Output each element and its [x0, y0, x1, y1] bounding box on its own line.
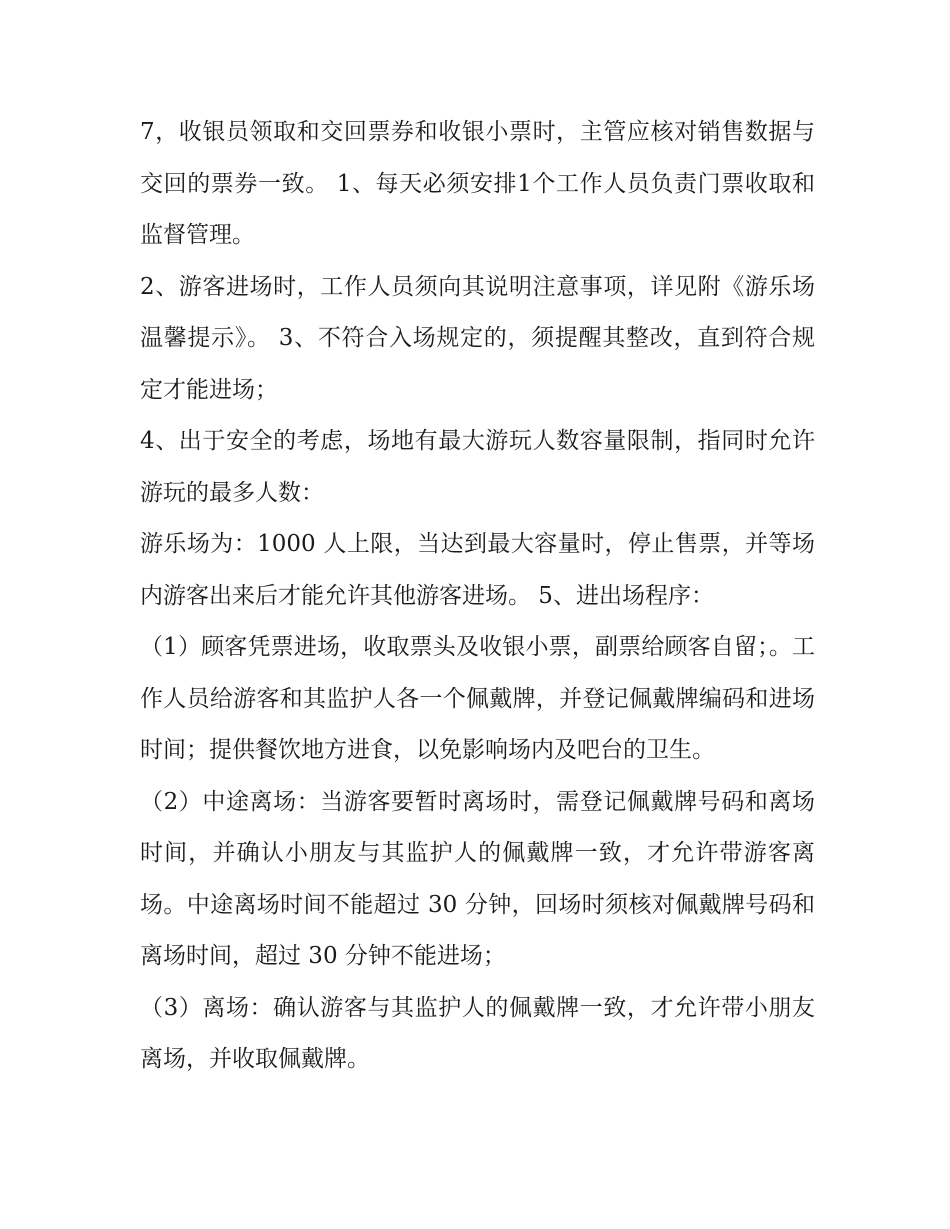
paragraph-rule-2-and-3: 2、游客进场时，工作人员须向其说明注意事项，详见附《游乐场温馨提示》。 3、不符合入场规定的，须提醒其整改，直到符合规定才能进场； — [140, 273, 815, 403]
paragraph-procedure-exit: （3）离场：确认游客与其监护人的佩戴牌一致，才允许带小朋友离场，并收取佩戴牌。 — [140, 994, 815, 1072]
paragraph-procedure-temporary-exit: （2）中途离场：当游客要暂时离场时，需登记佩戴牌号码和离场时间，并确认小朋友与其监护人的佩戴牌一致，才允许带游客离场。中途离场时间不能超过 30 分钟，回场时须核对佩戴牌号码和离场时间，超过 30 分钟不能进场； — [140, 788, 815, 969]
paragraph-procedure-entry: （1）顾客凭票进场，收取票头及收银小票，副票给顾客自留；。工作人员给游客和其监护人各一个佩戴牌，并登记佩戴牌编码和进场时间；提供餐饮地方进食，以免影响场内及吧台的卫生。 — [140, 634, 815, 763]
paragraph-capacity-and-rule-5: 游乐场为：1000 人上限，当达到最大容量时，停止售票，并等场内游客出来后才能允许其他游客进场。 5、进出场程序： — [140, 531, 815, 609]
paragraph-rule-4: 4、出于安全的考虑，场地有最大游玩人数容量限制，指同时允许游玩的最多人数： — [140, 428, 815, 506]
document-body — [140, 107, 815, 1086]
paragraph-rule-7-and-1: 7，收银员领取和交回票券和收银小票时，主管应核对销售数据与交回的票券一致。 1、每天必须安排1个工作人员负责门票收取和监督管理。 — [140, 119, 815, 248]
